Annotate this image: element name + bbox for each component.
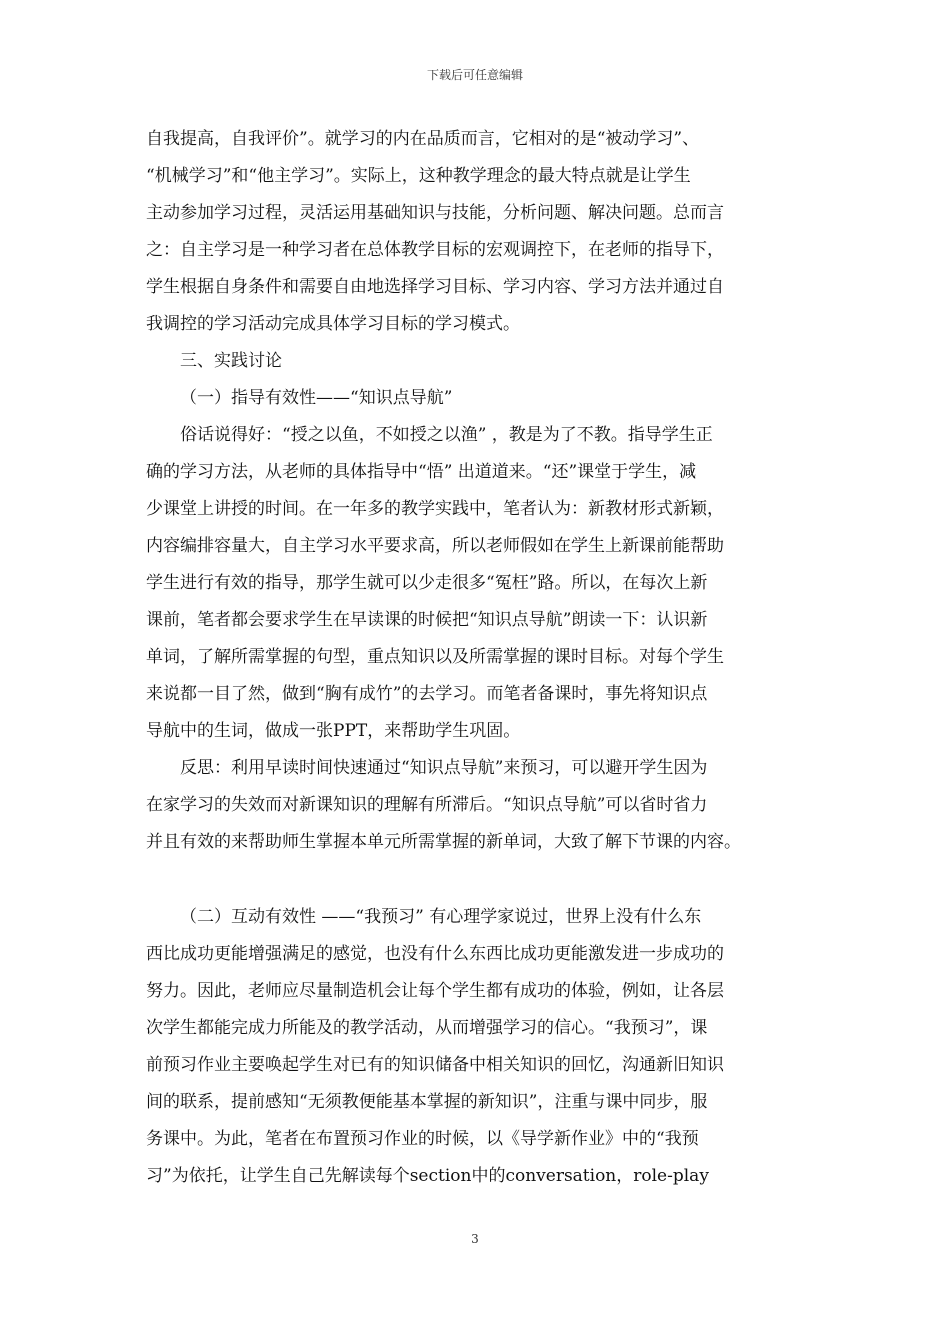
body-line: 内容编排容量大，自主学习水平要求高，所以老师假如在学生上新课前能帮助: [146, 536, 724, 556]
body-line: 我调控的学习活动完成具体学习目标的学习模式。: [146, 314, 520, 334]
body-line: 学生根据自身条件和需要自由地选择学习目标、学习内容、学习方法并通过自: [146, 277, 724, 297]
body-line: 导航中的生词，做成一张PPT，来帮助学生巩固。: [146, 721, 521, 741]
page-number: 3: [471, 1232, 479, 1246]
body-line: 在家学习的失效而对新课知识的理解有所滞后。“知识点导航”可以省时省力: [146, 795, 708, 815]
body-line: 间的联系，提前感知“无须教便能基本掌握的新知识”，注重与课中同步，服: [146, 1092, 708, 1112]
subsection-heading: （一）指导有效性——“知识点导航”: [180, 388, 453, 408]
body-line: 反思：利用早读时间快速通过“知识点导航”来预习，可以避开学生因为: [180, 758, 708, 778]
body-line: 前预习作业主要唤起学生对已有的知识储备中相关知识的回忆，沟通新旧知识: [146, 1055, 724, 1075]
page-header: 下载后可任意编辑: [426, 68, 523, 82]
body-line: 并且有效的来帮助师生掌握本单元所需掌握的新单词，大致了解下节课的内容。: [146, 832, 741, 852]
body-line: 努力。因此，老师应尽量制造机会让每个学生都有成功的体验，例如，让各层: [146, 981, 724, 1001]
body-line: 确的学习方法，从老师的具体指导中“悟” 出道道来。“还”课堂于学生，减: [146, 462, 697, 482]
section-heading: 三、实践讨论: [180, 351, 282, 371]
body-line: 俗话说得好：“授之以鱼，不如授之以渔” ，教是为了不教。指导学生正: [180, 425, 713, 445]
body-line: 课前，笔者都会要求学生在早读课的时候把“知识点导航”朗读一下：认识新: [146, 610, 708, 630]
body-line: 少课堂上讲授的时间。在一年多的教学实践中，笔者认为：新教材形式新颖，: [146, 499, 724, 519]
body-line: “机械学习”和“他主学习”。实际上，这种教学理念的最大特点就是让学生: [146, 166, 691, 186]
body-line: 来说都一目了然，做到“胸有成竹”的去学习。而笔者备课时，事先将知识点: [146, 684, 708, 704]
body-line: 习”为依托，让学生自己先解读每个section中的conversation，role-play: [146, 1166, 709, 1186]
body-line: 自我提高，自我评价”。就学习的内在品质而言，它相对的是“被动学习”、: [146, 129, 700, 149]
body-line: 主动参加学习过程，灵活运用基础知识与技能，分析问题、解决问题。总而言: [146, 203, 724, 223]
body-line: 务课中。为此，笔者在布置预习作业的时候，以《导学新作业》中的“我预: [146, 1129, 699, 1149]
body-line: 之：自主学习是一种学习者在总体教学目标的宏观调控下，在老师的指导下，: [146, 240, 724, 260]
body-line: 单词，了解所需掌握的句型，重点知识以及所需掌握的课时目标。对每个学生: [146, 647, 724, 667]
subsection-heading: （二）互动有效性 ——“我预习” 有心理学家说过，世界上没有什么东: [180, 907, 702, 927]
body-line: 学生进行有效的指导，那学生就可以少走很多“冤枉”路。所以，在每次上新: [146, 573, 708, 593]
body-line: 西比成功更能增强满足的感觉，也没有什么东西比成功更能激发进一步成功的: [146, 944, 724, 964]
body-line: 次学生都能完成力所能及的教学活动，从而增强学习的信心。“我预习”，课: [146, 1018, 708, 1038]
